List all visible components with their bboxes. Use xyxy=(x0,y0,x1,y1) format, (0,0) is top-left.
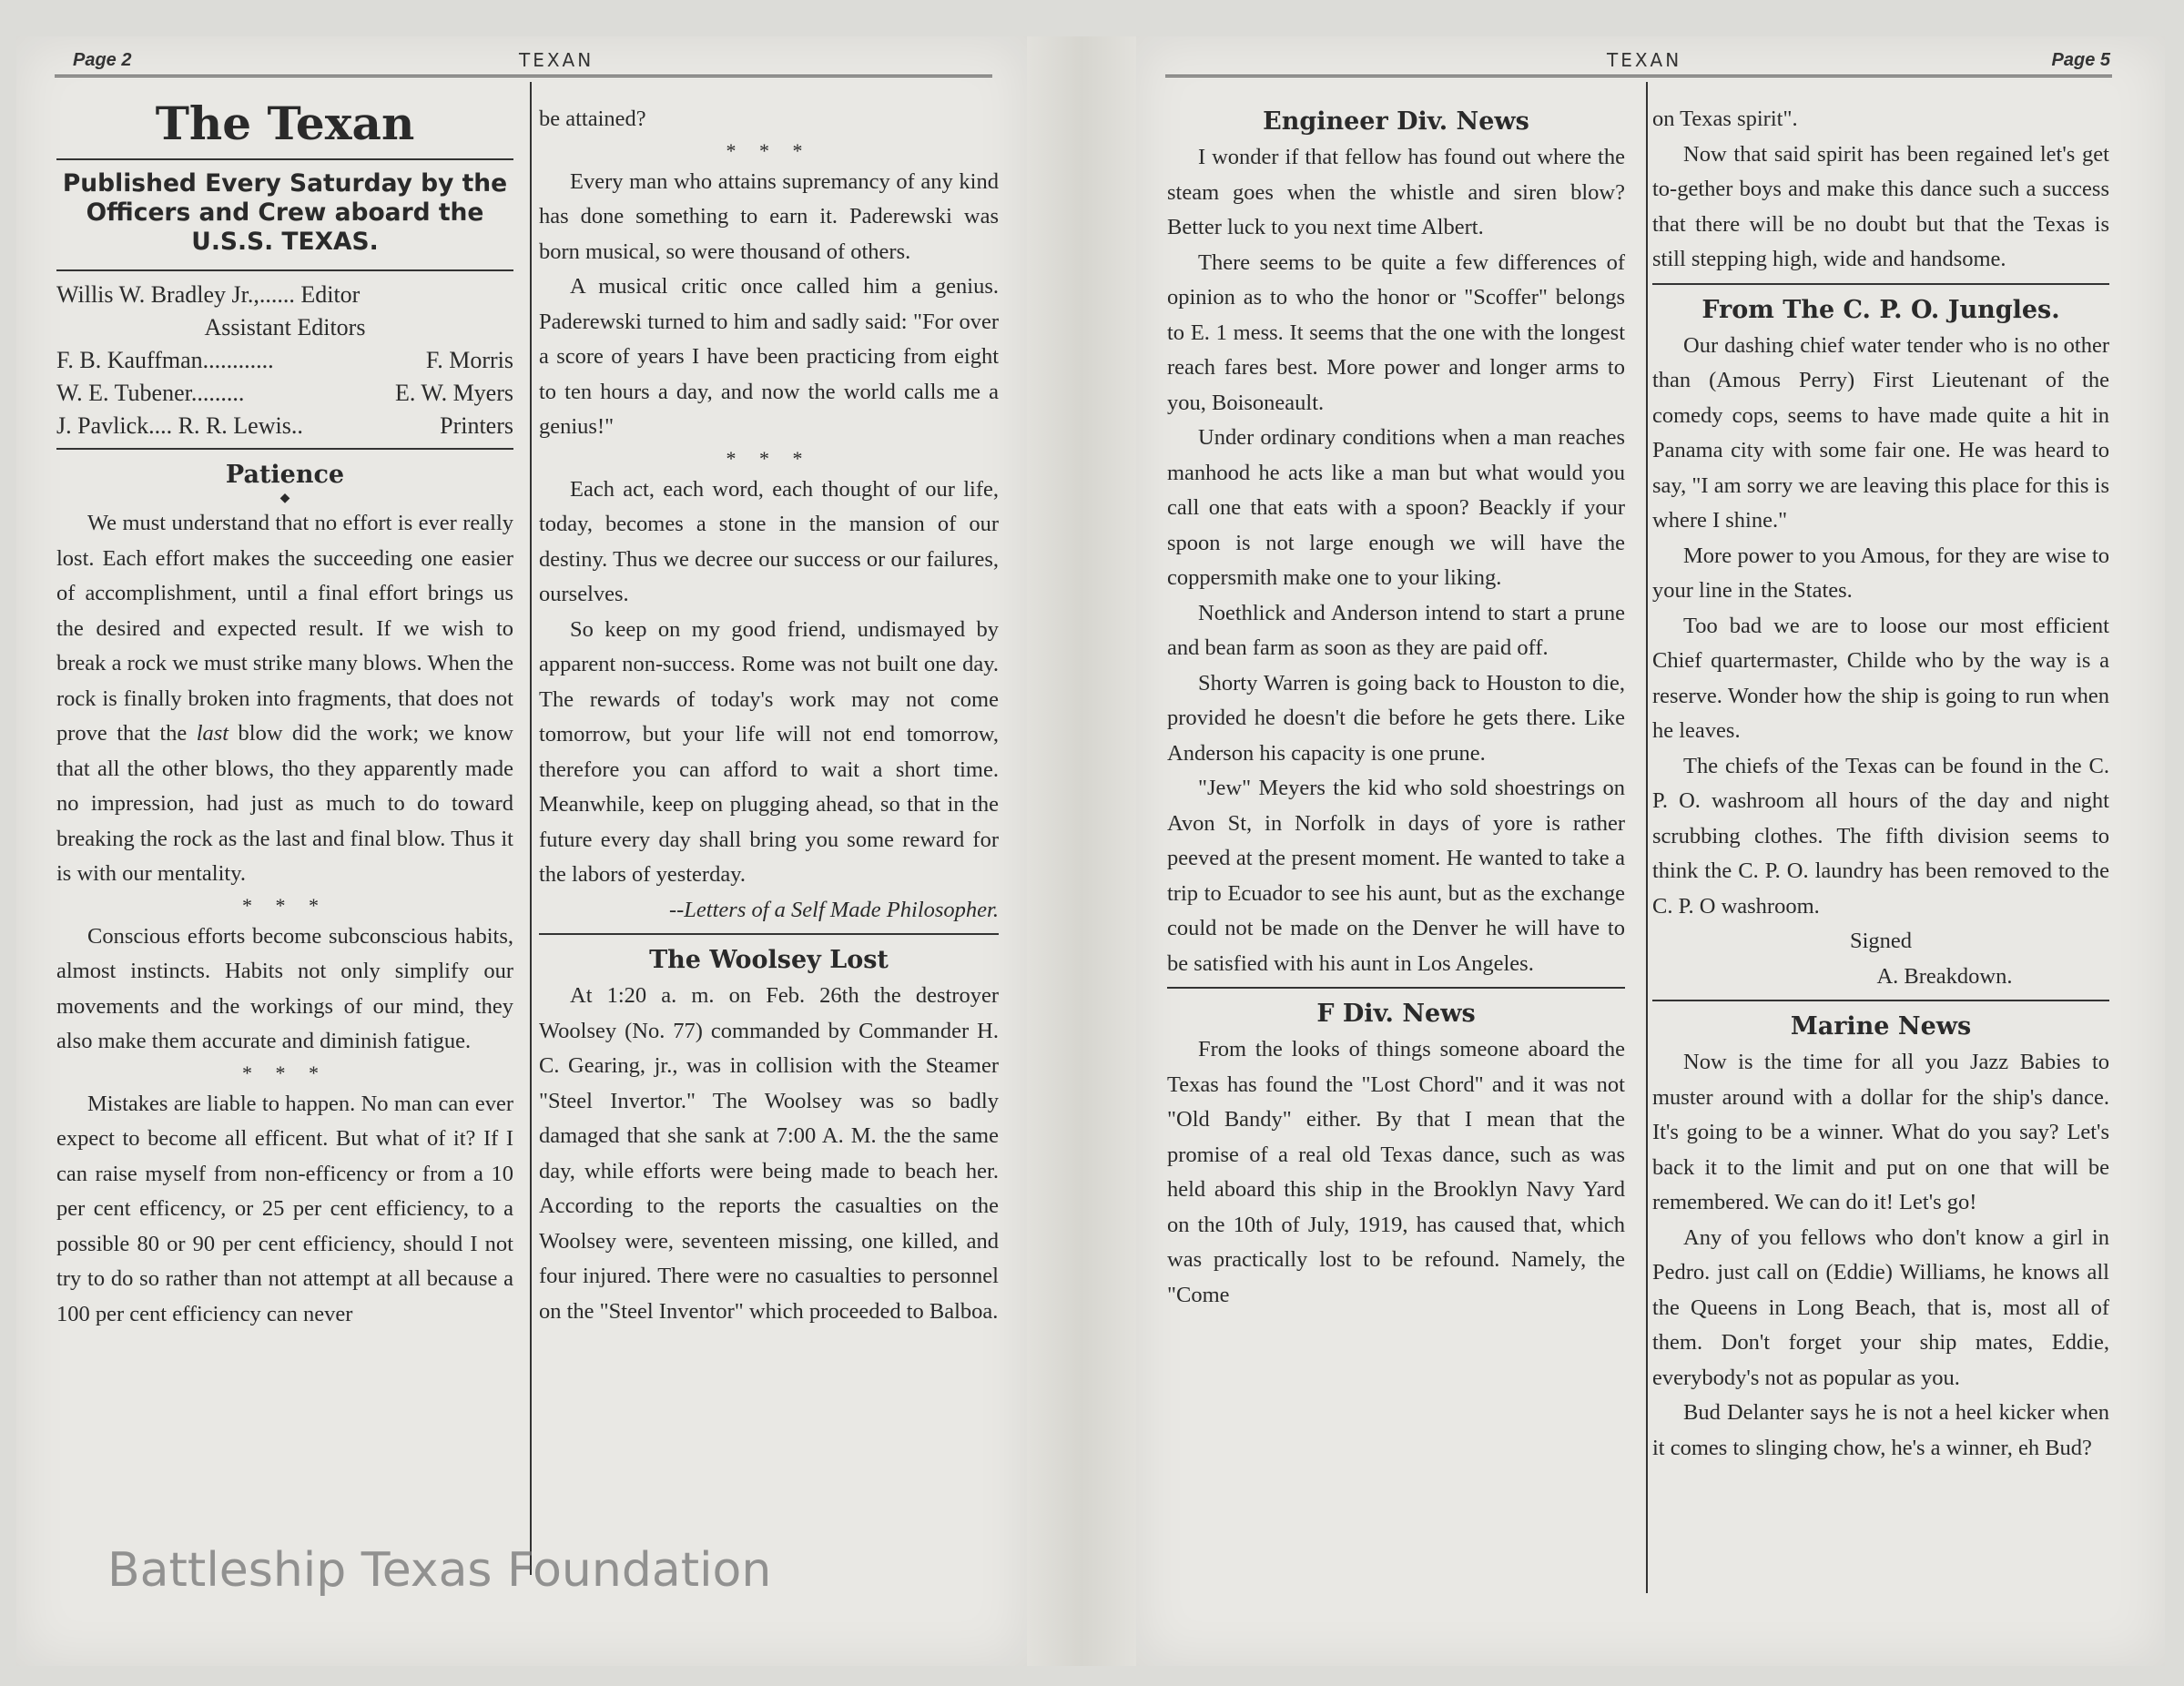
publication-line: Published Every Saturday by the Officers and Crew aboard the U.S.S. TEXAS. xyxy=(56,158,513,271)
signed-label: Signed xyxy=(1849,929,1913,953)
article-heading: From The C. P. O. Jungles. xyxy=(1701,295,2060,324)
article-paragraph: Any of you fellows who don't know a girl in Pedro. just call on (Eddie) Williams, he knows all the Queens in Long Beach, that is, most all of them. Don't forget your ship mates, Eddie, everybody's not as popular as you. xyxy=(1652,1224,2109,1390)
article-heading: Patience xyxy=(225,461,345,489)
staff-name: E. W. Myers xyxy=(395,380,513,406)
article-paragraph: Each act, each word, each thought of our life, today, becomes a stone in the mansion of our destiny. Thus we decree our success or our failures, ourselves. xyxy=(539,476,999,606)
newspaper-title: The Texan xyxy=(155,96,415,150)
watermark: Battleship Texas Foundation xyxy=(107,1543,772,1598)
article-paragraph: More power to you Amous, for they are wise to your line in the States. xyxy=(1652,543,2109,603)
article-heading: Engineer Div. News xyxy=(1263,107,1529,136)
article-paragraph: We must understand that no effort is ever really lost. Each effort makes the succeeding one easier of accomplishment, until a final effort brings us the desired and expected result. If we wish to break a rock we must strike many blows. When the rock is finally broken into fragments, that does not prove that the last blow did the work; we know that all the other blows, tho they apparently made no impression, had just as much to do toward breaking the rock as the last and final blow. Thus it is with our mentality. xyxy=(56,511,513,886)
article-paragraph: Too bad we are to loose our most efficient Chief quartermaster, Childe who by the way is a reserve. Wonder how the ship is going to run when he leaves. xyxy=(1652,613,2109,743)
article-paragraph: Conscious efforts become subconscious habits, almost instincts. Habits not only simplify our movements and the workings of our mind, they also make them accurate and diminish fatigue. xyxy=(56,923,513,1053)
center-fold xyxy=(1027,36,1136,1666)
article-paragraph: Shorty Warren is going back to Houston to die, provided he doesn't die before he gets there. Like Anderson his capacity is one prune. xyxy=(1167,670,1625,766)
section-divider xyxy=(56,448,513,450)
right-page-header xyxy=(1165,35,2112,77)
article-paragraph: A musical critic once called him a genius. Paderewski turned to him and sadly said: "For over a score of years I have been practicing from eight to ten hours a day, and now the world calls me a genius!" xyxy=(539,274,999,439)
article-paragraph: Our dashing chief water tender who is no other than (Amous Perry) First Lieutenant of the comedy cops, seems to have made quite a hit in Panama city with some fair one. He was heard to say, "I am sorry we are leaving this place for this is where I shine." xyxy=(1652,332,2109,533)
staff-name: J. Pavlick.... R. R. Lewis.. xyxy=(56,412,303,439)
article-paragraph: I wonder if that fellow has found out where the steam goes when the whistle and siren blow? Better luck to you next time Albert. xyxy=(1167,145,1625,239)
column-3 xyxy=(1167,104,1625,1313)
article-paragraph: Every man who attains supremancy of any kind has done something to earn it. Paderewski was born musical, so were thousand of others. xyxy=(539,168,999,264)
column-rule xyxy=(530,82,532,1575)
article-paragraph: At 1:20 a. m. on Feb. 26th the destroyer Woolsey (No. 77) commanded by Commander H. C. Gearing, jr., was in collision with the Steamer "Steel Invertor." The Woolsey was so badly damaged that she sank at 7:00 A. M. the the same day, while efforts were being made to beach her. According to the reports the casualties on the Woolsey were, seventeen missing, one killed, and four injured. There were no casualties to personnel on the "Steel Inventor" which proceeded to Balboa. xyxy=(539,983,999,1324)
article-continuation: on Texas spirit". xyxy=(1652,107,1798,131)
left-page-header xyxy=(55,35,992,77)
section-stars: * * * xyxy=(726,446,812,470)
article-paragraph: Noethlick and Anderson intend to start a prune and bean farm as soon as they are paid off. xyxy=(1167,600,1625,660)
article-paragraph: From the looks of things someone aboard the Texas has found the "Lost Chord" and it was not "Old Bandy" either. By that I mean that the promise of a real old Texas dance, such as was held aboard this ship in the Brooklyn Navy Yard on the 10th of July, 1919, has caused that, which was practically lost to be refound. Namely, the "Come xyxy=(1167,1037,1625,1307)
column-2 xyxy=(539,102,999,1329)
article-paragraph: Now that said spirit has been regained let's get to-gether boys and make this dance such a success that there will be no doubt but that the Texas is still stepping high, wide and handsome. xyxy=(1652,141,2109,271)
staff-name: F. Morris xyxy=(425,347,513,373)
ornament-icon: ◆ xyxy=(279,492,290,505)
signature: A. Breakdown. xyxy=(1876,963,2013,989)
staff-row xyxy=(56,344,513,377)
staff-name: Printers xyxy=(440,412,513,439)
section-divider xyxy=(1652,283,2109,285)
staff-row xyxy=(56,410,513,442)
article-heading: Marine News xyxy=(1790,1012,1972,1041)
section-stars: * * * xyxy=(726,138,812,162)
staff-row xyxy=(56,377,513,410)
staff-name: F. B. Kauffman............ xyxy=(56,347,274,373)
article-heading: F Div. News xyxy=(1316,1000,1476,1028)
section-stars: * * * xyxy=(242,893,328,917)
article-continuation: be attained? xyxy=(539,107,646,131)
column-4 xyxy=(1652,102,2109,1466)
section-divider xyxy=(539,933,999,935)
section-stars: * * * xyxy=(242,1061,328,1084)
page-number: Page 5 xyxy=(2051,50,2110,70)
staff-name: W. E. Tubener......... xyxy=(56,380,245,406)
article-heading: The Woolsey Lost xyxy=(649,946,889,974)
column-rule xyxy=(1646,82,1648,1593)
article-paragraph: The chiefs of the Texas can be found in the C. P. O. washroom all hours of the day and night scrubbing clothes. The fifth division seems to think the C. P. O. laundry has been removed to the C. P. O washroom. xyxy=(1652,753,2109,919)
section-divider xyxy=(1652,1000,2109,1001)
article-paragraph: Mistakes are liable to happen. No man can ever expect to become all efficent. But what of it? If I can raise myself from non-efficency or from a 10 per cent efficency, or 25 per cent efficiency, to a possible 80 or 90 per cent efficiency, should I not try to do so rather than not attempt at all because a 100 per cent efficiency can never xyxy=(56,1091,513,1326)
article-paragraph: Bud Delanter says he is not a heel kicker when it comes to slinging chow, he's a winner, eh Bud? xyxy=(1652,1400,2109,1460)
page-number: Page 2 xyxy=(73,50,132,70)
article-paragraph: There seems to be quite a few differences of opinion as to who the honor or "Scoffer" belongs to E. 1 mess. It seems that the one with the longest reach fares best. More power and longer arms to you, Boisoneault. xyxy=(1167,249,1625,415)
running-title: TEXAN xyxy=(1607,49,1682,71)
article-paragraph: "Jew" Meyers the kid who sold shoestrings on Avon St, in Norfolk in days of yore is rather peeved at the present moment. He wanted to take a trip to Ecuador to see his aunt, but as the exchange could not be made on the Denver he will have to be satisfied with his aunt in Los Angeles. xyxy=(1167,776,1625,976)
running-title: TEXAN xyxy=(519,49,594,71)
column-1 xyxy=(56,93,513,1332)
article-credit: --Letters of a Self Made Philosopher. xyxy=(668,897,999,922)
editor-line: Willis W. Bradley Jr.,...... Editor xyxy=(56,281,361,308)
article-paragraph: Under ordinary conditions when a man reaches manhood he acts like a man but what would you call one that eats with a spoon? Beackly if your spoon is not large enough we will have the coppersmith make one to your liking. xyxy=(1167,425,1625,590)
article-paragraph: Now is the time for all you Jazz Babies to muster around with a dollar for the ship's dance. It's going to be a winner. What do you say? Let's back it to the limit and put on one that will be remembered. We can do it! Let's go! xyxy=(1652,1050,2109,1214)
assistant-editors-heading: Assistant Editors xyxy=(204,314,366,340)
staff-box xyxy=(56,271,513,442)
article-paragraph: So keep on my good friend, undismayed by apparent non-success. Rome was not built one day. The rewards of today's work may not come tomorrow, but your life will not end tomorrow, therefore you can afford to wait a short time. Meanwhile, keep on plugging ahead, so that in the future every day shall bring you some reward for the labors of yesterday. xyxy=(539,616,999,887)
section-divider xyxy=(1167,987,1625,989)
